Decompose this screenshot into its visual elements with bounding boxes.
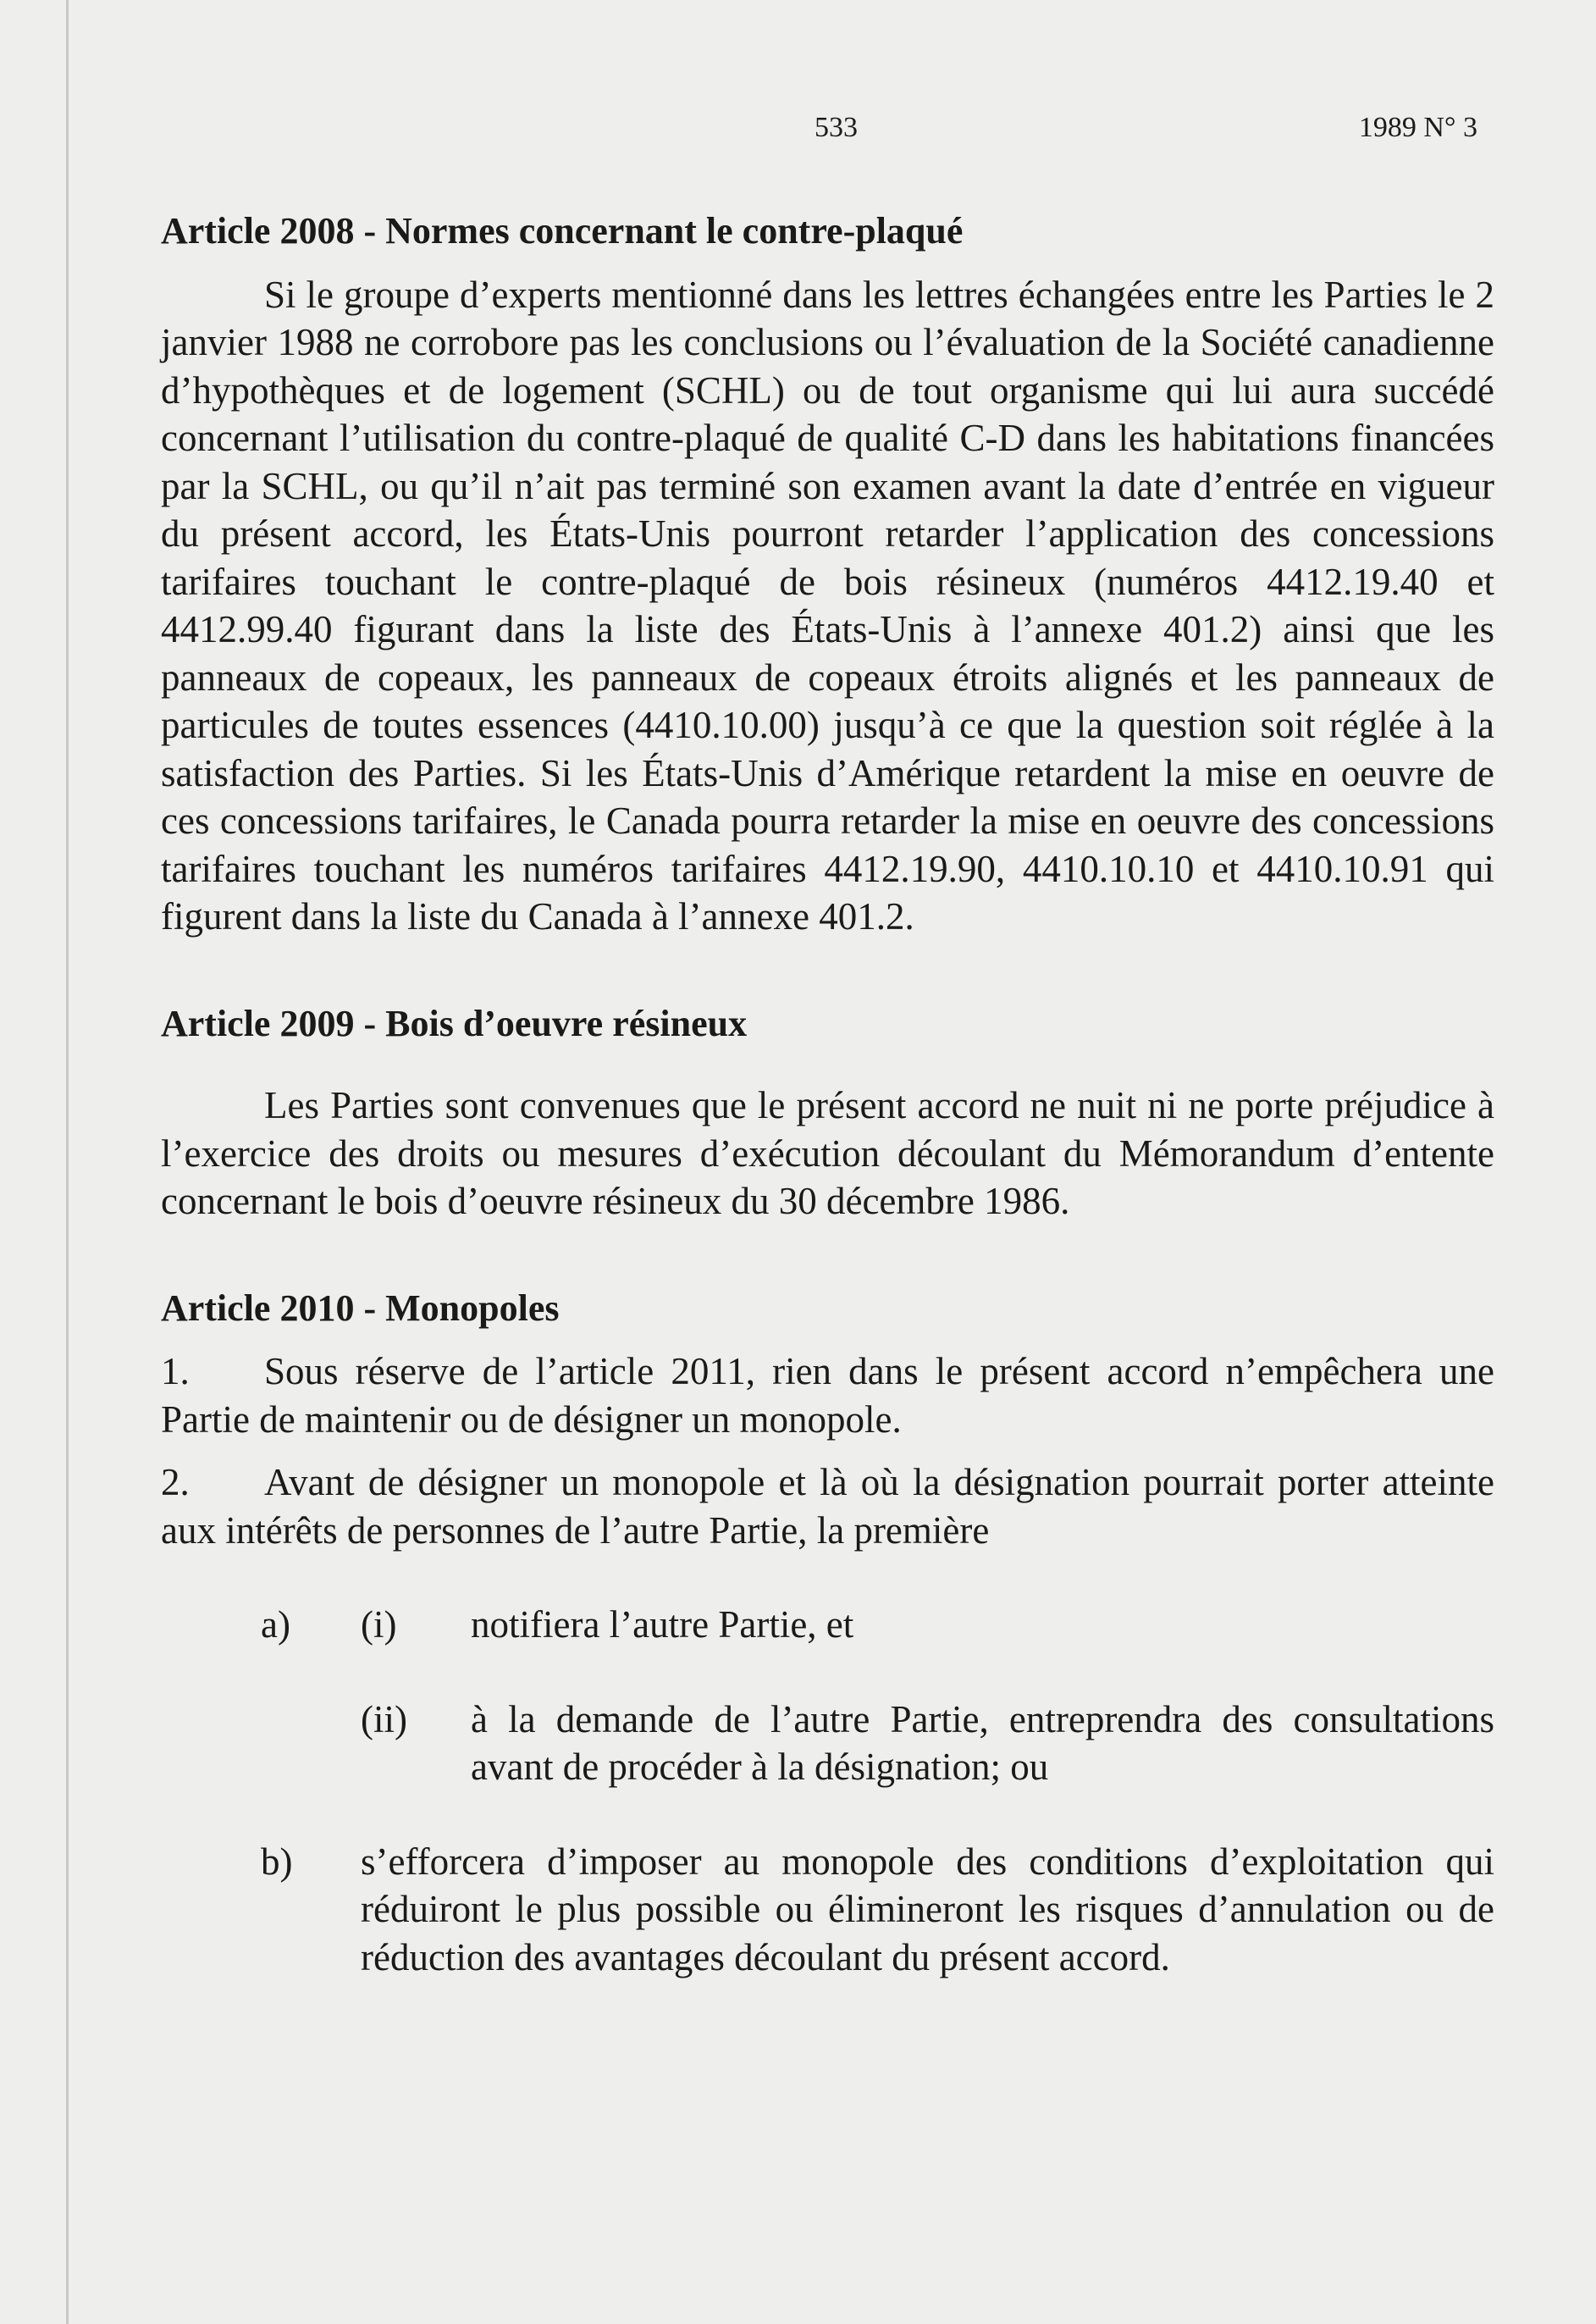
paragraph-number: 1. [161,1350,190,1392]
numbered-paragraph-1 [161,1347,1494,1443]
numbered-paragraph-2 [161,1458,1494,1554]
article-2009 [161,1000,1494,1226]
document-body [161,208,1494,1981]
publication-reference: 1989 N° 3 [1358,112,1477,143]
paragraph-number: 2. [161,1461,190,1503]
subparagraph-b [161,1838,1494,1982]
article-heading: Article 2009 - Bois d’oeuvre résineux [161,1002,748,1044]
clause-label: (ii) [361,1697,407,1740]
subparagraph-a-ii [161,1696,1494,1791]
paragraph-text: Sous réserve de l’article 2011, rien dans le présent accord n’empêchera une Partie de maintenir ou de désigner un monopole. [161,1350,1494,1441]
clause-label: (i) [361,1603,397,1646]
page-binding-edge [66,0,69,2324]
paragraph-text: Avant de désigner un monopole et là où la désignation pourrait porter atteinte aux intérêts de personnes de l’autre Partie, la première [161,1461,1494,1552]
page-number: 533 [815,112,858,143]
subparagraph-a-i [161,1601,1494,1649]
article-heading: Article 2010 - Monopoles [161,1286,560,1329]
article-heading: Article 2008 - Normes concernant le contre-plaqué [161,210,964,252]
article-2008 [161,208,1494,941]
clause-text: notifiera l’autre Partie, et [471,1603,854,1646]
subparagraph-letter: a) [261,1603,290,1646]
article-paragraph: Les Parties sont convenues que le présent accord ne nuit ni ne porte préjudice à l’exercice des droits ou mesures d’exécution découlant du Mémorandum d’entente concernant le bois d’oeuvre résineux du 30 décembre 1986. [161,1084,1494,1222]
subparagraph-text: s’efforcera d’imposer au monopole des conditions d’exploitation qui réduiront le plus possible ou élimineront les risques d’annulation ou de réduction des avantages découlant du présent accord. [361,1840,1494,1978]
clause-text: à la demande de l’autre Partie, entreprendra des consultations avant de procéder à la désignation; ou [471,1697,1494,1788]
subparagraph-letter: b) [261,1840,293,1883]
page-header [0,112,1596,154]
article-paragraph: Si le groupe d’experts mentionné dans les lettres échangées entre les Parties le 2 janvier 1988 ne corrobore pas les conclusions ou l’évaluation de la Société canadienne d’hypothèques et de logement (SCHL) ou de tout organisme qui lui aura succédé concernant l’utilisation du contre-plaqué de qualité C-D dans les habitations financées par la SCHL, ou qu’il n’ait pas terminé son examen avant la date d’entrée en vigueur du présent accord, les États-Unis pourront retarder l’application des concessions tarifaires touchant le contre-plaqué de bois résineux (numéros 4412.19.40 et 4412.99.40 figurant dans la liste des États-Unis à l’annexe 401.2) ainsi que les panneaux de copeaux, les panneaux de copeaux étroits alignés et les panneaux de particules de toutes essences (4410.10.00) jusqu’à ce que la question soit réglée à la satisfaction des Parties. Si les États-Unis d’Amérique retardent la mise en oeuvre de ces concessions tarifaires, le Canada pourra retarder la mise en oeuvre des concessions tarifaires touchant les numéros tarifaires 4412.19.90, 4410.10.10 et 4410.10.91 qui figurent dans la liste du Canada à l’annexe 401.2. [161,273,1494,938]
article-2010 [161,1285,1494,1982]
